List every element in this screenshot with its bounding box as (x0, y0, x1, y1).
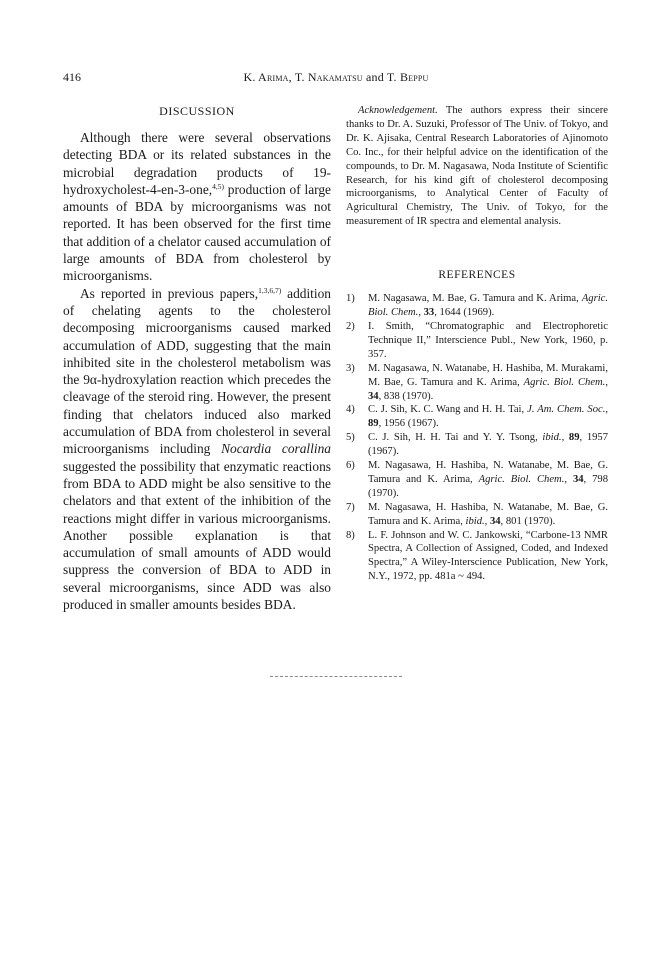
reference-item (346, 320, 608, 362)
species-name: Nocardia corallina (221, 441, 331, 457)
reference-item (346, 459, 608, 501)
right-column (346, 104, 608, 584)
reference-number: 4) (346, 404, 355, 416)
reference-volume: 33 (423, 307, 435, 319)
citation-superscript: 1,3,6,7) (258, 285, 282, 295)
reference-number: 3) (346, 362, 355, 374)
reference-pages: , 1956 (1967). (378, 418, 439, 430)
reference-text (368, 431, 608, 459)
reference-authors: C. J. Sih, H. H. Tai and Y. Y. Tsong, (368, 432, 543, 444)
reference-text (368, 320, 608, 362)
author-surname-2: akamatsu (316, 70, 363, 84)
reference-authors: I. Smith, “Chromatographic and Electrophoretic Technique II,” Interscience Publ., New York, 1960, p. 357. (368, 320, 608, 360)
citation-superscript: 4,5) (212, 181, 224, 191)
page-number: 416 (63, 70, 81, 84)
reference-number: 2) (346, 320, 355, 332)
author-initial-3: and T. B (362, 70, 409, 84)
discussion-paragraph-1 (63, 129, 331, 285)
reference-item (346, 403, 608, 431)
paragraph-text: As reported in previous papers, (80, 285, 259, 301)
end-rule (270, 676, 402, 677)
reference-number: 6) (346, 460, 355, 472)
references-heading: REFERENCES (438, 269, 516, 282)
reference-authors: C. J. Sih, K. C. Wang and H. H. Tai, (368, 404, 528, 416)
reference-item (346, 501, 608, 529)
reference-authors: M. Nagasawa, H. Hashiba, N. Watanabe, M. Bae, G. Tamura and K. Arima, (368, 501, 608, 527)
paragraph-text: Although there were several observations detecting BDA or its related substances in the microbial degradation products of 19-hydroxycholest-4-en-3-one, (63, 130, 331, 197)
reference-volume: 89 (368, 418, 379, 430)
reference-text (368, 459, 608, 501)
acknowledgement-label: Acknowledgement. (358, 105, 438, 116)
reference-separator: , (484, 515, 490, 527)
reference-volume: 34 (489, 515, 501, 527)
reference-item (346, 362, 608, 404)
reference-text (368, 501, 608, 529)
reference-separator: , (561, 432, 569, 444)
reference-separator: , (564, 473, 573, 485)
reference-number: 1) (346, 293, 355, 305)
reference-journal: J. Am. Chem. Soc. (527, 404, 606, 416)
author-initial-2: , T. N (288, 70, 317, 84)
paragraph-text: addition of chelating agents to the cholesterol decomposing microorganisms caused marked accumulation of ADD, suggesting that the main inhibited site in the cholesterol metabolism was the 9α-hydroxylation reaction which precedes the cleavage of the steroid ring. However, the present finding that chelators induced also marked accumulation of BDA from cholesterol in several microorganisms including (63, 285, 332, 457)
reference-item (346, 292, 608, 320)
reference-pages: , 838 (1970). (378, 390, 434, 402)
reference-separator: , (418, 307, 424, 319)
reference-separator: , (605, 376, 608, 388)
reference-pages: , 801 (1970). (500, 515, 556, 527)
reference-list (346, 292, 608, 584)
reference-journal: Agric. Biol. Chem. (368, 293, 608, 319)
reference-journal: Agric. Biol. Chem. (523, 376, 606, 388)
paragraph-text: production of large amounts of BDA by microorganisms was not reported. It has been observed for the first time that addition of a chelator caused accumulation of large amounts of BDA from cholesterol by microorganisms. (63, 181, 331, 284)
reference-volume: 34 (572, 473, 584, 485)
reference-text (368, 362, 608, 404)
left-column (63, 104, 331, 613)
discussion-paragraph-2 (63, 285, 331, 614)
reference-text (368, 529, 608, 585)
reference-number: 7) (346, 501, 355, 513)
reference-authors: M. Nagasawa, H. Hashiba, N. Watanabe, M. Bae, G. Tamura and K. Arima, (368, 460, 608, 485)
author-surname-3: eppu (408, 70, 429, 84)
reference-volume: 34 (368, 390, 379, 402)
reference-authors: L. F. Johnson and W. C. Jankowski, “Carbone-13 NMR Spectra, A Collection of Assigned, Coded, and Indexed Spectra,” A Wiley-Interscience Publication, New York, N.Y., 1972, pp. 481a ~ 494. (368, 529, 608, 583)
reference-journal: ibid. (465, 515, 485, 527)
reference-volume: 89 (568, 432, 580, 444)
paragraph-text: suggested the possibility that enzymatic reactions from BDA to ADD might be also sensitive to the chelators and that extent of the inhibition of the reactions might differ in various microorganisms. Another possible explanation is that accumulation of small amounts of ADD would suppress the conversion of BDA to ADD in several microorganisms, since ADD was also produced in smaller amounts besides BDA. (63, 458, 331, 613)
reference-item (346, 529, 608, 585)
acknowledgement-paragraph (346, 104, 608, 229)
reference-journal: Agric. Biol. Chem. (478, 473, 565, 485)
reference-item (346, 431, 608, 459)
reference-pages: , 1957 (1967). (368, 432, 608, 458)
reference-pages: , 1644 (1969). (434, 307, 495, 319)
reference-number: 5) (346, 432, 355, 444)
acknowledgement-text: The authors express their sincere thanks to Dr. A. Suzuki, Professor of The Univ. of Tokyo, and Dr. K. Ajisaka, Central Research Laboratories of Ajinomoto Co. Inc., for their helpful advice on the identification of the compounds, to Dr. M. Nagasawa, Noda Institute of Scientific Research, for his kind gift of cholesterol decomposing microorganisms, to Analytical Center of Faculty of Agricultural Chemistry, The Univ. of Tokyo, for the measurement of IR spectra and elemental analysis. (346, 105, 608, 228)
reference-authors: M. Nagasawa, M. Bae, G. Tamura and K. Arima, (368, 293, 582, 305)
reference-text (368, 292, 608, 320)
discussion-heading: DISCUSSION (159, 104, 235, 118)
reference-separator: , (605, 404, 608, 416)
reference-authors: M. Nagasawa, N. Watanabe, H. Hashiba, M. Murakami, M. Bae, G. Tamura and K. Arima, (368, 362, 608, 388)
reference-pages: , 798 (1970). (368, 473, 608, 499)
reference-text (368, 403, 608, 431)
reference-journal: ibid. (542, 432, 562, 444)
author-initial-1: K. A (243, 70, 267, 84)
author-surname-1: rima (266, 70, 289, 84)
running-head (0, 70, 672, 85)
reference-number: 8) (346, 529, 355, 541)
